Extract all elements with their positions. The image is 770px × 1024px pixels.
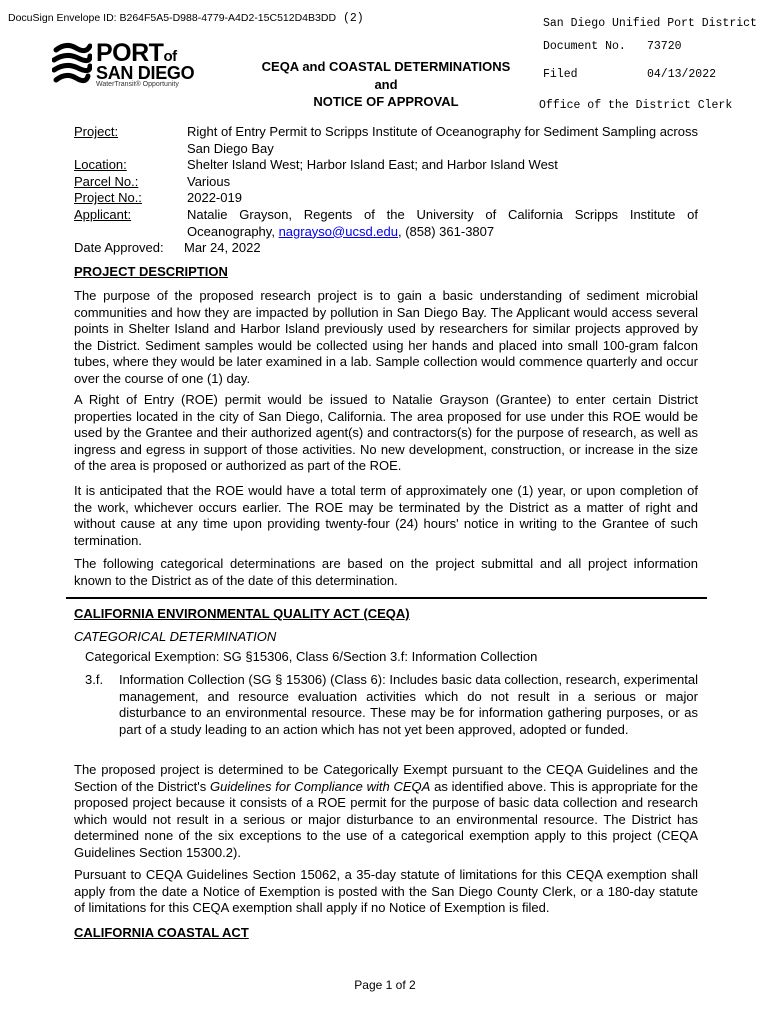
parcel-label: Parcel No.: <box>74 174 139 189</box>
project-description-heading: PROJECT DESCRIPTION <box>74 264 228 279</box>
envelope-suffix: (2) <box>342 12 364 25</box>
logo-san-diego-text: SAN DIEGO <box>96 63 195 83</box>
ceqa-heading: CALIFORNIA ENVIRONMENTAL QUALITY ACT (CEQA) <box>74 606 410 621</box>
project-no-label: Project No.: <box>74 190 142 205</box>
project-description-p3: It is anticipated that the ROE would have a total term of approximately one (1) year, or upon completion of the work, whichever occurs earlier. The ROE may be terminated by the District as a matter of right and without cause at any time upon providing twenty-four (24) hours' notice in writing to the Grantee of such termination. <box>74 483 698 548</box>
project-description-p4: The following categorical determinations are based on the project submittal and all project information known to the District as of the date of this determination. <box>74 556 698 588</box>
section-divider <box>66 597 707 599</box>
location-value: Shelter Island West; Harbor Island East; and Harbor Island West <box>187 157 558 172</box>
ceqa-item-text: Information Collection (SG § 15306) (Class 6): Includes basic data collection, research, experimental management, and resource evaluation activities which do not result in a serious or major disturbance to an environmental resource. These may be for information gathering purposes, or as part of a study leading to an action which has not yet been approved, adopted or funded. <box>119 672 698 737</box>
coastal-act-heading: CALIFORNIA COASTAL ACT <box>74 925 249 940</box>
logo-tagline: WaterTransit® Opportunity <box>96 81 179 88</box>
clerk-doc-value: 73720 <box>647 40 682 53</box>
clerk-stamp-district: San Diego Unified Port District <box>543 17 757 30</box>
clerk-doc-label: Document No. <box>543 40 626 53</box>
logo-port-text: PORTof <box>96 39 177 67</box>
ceqa-p1: The proposed project is determined to be Categorically Exempt pursuant to the CEQA Guidelines and the Section of the District's Guidelines for Compliance with CEQA as identified above. This is appropriate for the proposed project because it consists of a ROE permit for the purpose of basic data collection and research which would not result in a serious or major disturbance to an environmental resource. The District has determined none of the six exceptions to the use of a categorical exemption apply to this project (CEQA Guidelines Section 15300.2). <box>74 762 698 860</box>
project-no-value: 2022-019 <box>187 190 242 205</box>
location-label: Location: <box>74 157 127 172</box>
document-title: CEQA and COASTAL DETERMINATIONS and NOTICE OF APPROVAL <box>261 59 511 109</box>
wave-logo-icon <box>52 40 92 92</box>
ceqa-item-number: 3.f. <box>85 672 104 687</box>
project-description-p1: The purpose of the proposed research project is to gain a basic understanding of sediment microbial communities and how they are impacted by pollution in San Diego Bay. The Applicant would access several points in Shelter Island and Harbor Island previously used by researchers for similar projects approved by the District. Sediment samples would be collected using her hands and placed into small 100-gram falcon tubes, where they would be later examined in a lab. Sample collection would commence quarterly and occur over the course of one (1) day. <box>74 288 698 386</box>
parcel-value: Various <box>187 174 231 189</box>
applicant-email-link[interactable]: nagrayso@ucsd.edu <box>278 223 398 239</box>
project-value: Right of Entry Permit to Scripps Institute of Oceanography for Sediment Sampling across San Diego Bay <box>187 124 698 156</box>
ceqa-exemption: Categorical Exemption: SG §15306, Class 6/Section 3.f: Information Collection <box>85 649 538 664</box>
ceqa-p2: Pursuant to CEQA Guidelines Section 15062, a 35-day statute of limitations for this CEQA exemption shall apply from the date a Notice of Exemption is posted with the San Diego County Clerk, or a 180-day statute of limitations for this CEQA exemption shall apply if no Notice of Exemption is filed. <box>74 867 698 915</box>
ceqa-subheading: CATEGORICAL DETERMINATION <box>74 629 277 644</box>
applicant-label: Applicant: <box>74 207 132 222</box>
clerk-filed-value: 04/13/2022 <box>647 68 717 81</box>
docusign-envelope-id: DocuSign Envelope ID: B264F5A5-D988-4779-A4D2-15C512D4B3DD (2) <box>8 12 364 25</box>
applicant-value: Natalie Grayson, Regents of the University of California Scripps Institute of Oceanography, nagrayso@ucsd.edu, (858) 361-3807 <box>187 207 698 239</box>
page-number: Page 1 of 2 <box>354 978 416 992</box>
project-label: Project: <box>74 124 119 139</box>
clerk-office: Office of the District Clerk <box>539 99 733 112</box>
port-of-san-diego-logo <box>52 40 202 92</box>
date-approved-value: Mar 24, 2022 <box>184 240 261 255</box>
project-description-p2: A Right of Entry (ROE) permit would be issued to Natalie Grayson (Grantee) to enter certain District properties located in the city of San Diego, California. The area proposed for use under this ROE would be used by the Grantee and their authorized agent(s) and contractors(s) for the purpose of research, as well as ingress and egress in support of those activities. No new development, construction, or increase in the size of the area is proposed or authorized as part of the ROE. <box>74 392 698 473</box>
clerk-filed-label: Filed <box>543 68 578 81</box>
date-approved-label: Date Approved: <box>74 240 164 255</box>
